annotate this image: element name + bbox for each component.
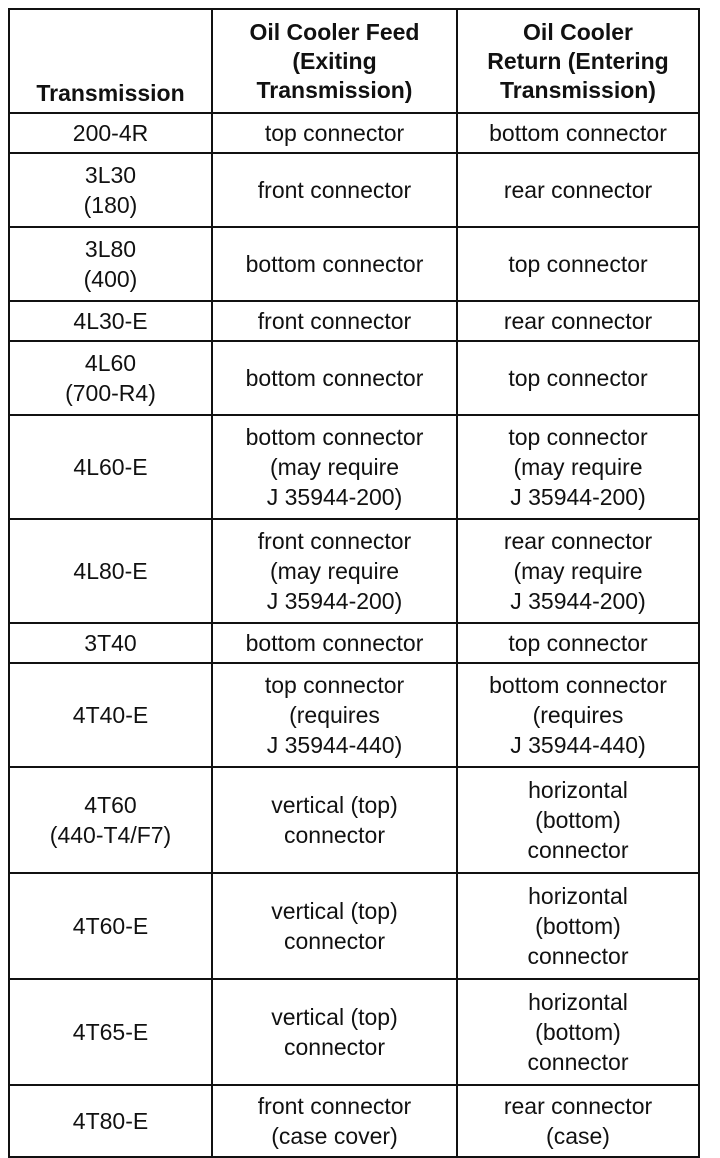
transmission-cell: 4T60-E (9, 873, 212, 979)
feed-cell: front connector (may require J 35944-200) (212, 519, 457, 623)
table-row (9, 663, 699, 767)
transmission-cell: 4T60 (440-T4/F7) (9, 767, 212, 873)
transmission-cell: 3L30 (180) (9, 153, 212, 227)
feed-cell: front connector (212, 153, 457, 227)
feed-cell: front connector (212, 301, 457, 341)
return-cell: top connector (457, 227, 699, 301)
transmission-cell: 3T40 (9, 623, 212, 663)
oil-cooler-connection-table-sheet (8, 8, 698, 1148)
transmission-cell: 4L60-E (9, 415, 212, 519)
feed-cell: bottom connector (212, 341, 457, 415)
feed-cell: vertical (top) connector (212, 767, 457, 873)
return-cell: bottom connector (requires J 35944-440) (457, 663, 699, 767)
table-row (9, 301, 699, 341)
transmission-cell: 4T40-E (9, 663, 212, 767)
return-cell: horizontal (bottom) connector (457, 979, 699, 1085)
table-row (9, 1085, 699, 1157)
feed-cell: top connector (212, 113, 457, 153)
return-cell: top connector (457, 623, 699, 663)
oil-cooler-connection-table (8, 8, 700, 1158)
return-cell: rear connector (case) (457, 1085, 699, 1157)
table-row (9, 519, 699, 623)
transmission-cell: 3L80 (400) (9, 227, 212, 301)
table-row (9, 979, 699, 1085)
transmission-cell: 4T80-E (9, 1085, 212, 1157)
header-oil-cooler-return: Oil Cooler Return (Entering Transmission) (457, 9, 699, 113)
transmission-cell: 200-4R (9, 113, 212, 153)
return-cell: top connector (457, 341, 699, 415)
feed-cell: bottom connector (212, 227, 457, 301)
transmission-cell: 4L60 (700-R4) (9, 341, 212, 415)
return-cell: bottom connector (457, 113, 699, 153)
table-header-row (9, 9, 699, 113)
feed-cell: top connector (requires J 35944-440) (212, 663, 457, 767)
return-cell: rear connector (may require J 35944-200) (457, 519, 699, 623)
table-row (9, 341, 699, 415)
return-cell: horizontal (bottom) connector (457, 873, 699, 979)
table-row (9, 873, 699, 979)
table-row (9, 113, 699, 153)
return-cell: horizontal (bottom) connector (457, 767, 699, 873)
table-row (9, 623, 699, 663)
return-cell: rear connector (457, 301, 699, 341)
table-row (9, 153, 699, 227)
transmission-cell: 4L80-E (9, 519, 212, 623)
return-cell: rear connector (457, 153, 699, 227)
feed-cell: bottom connector (212, 623, 457, 663)
return-cell: top connector (may require J 35944-200) (457, 415, 699, 519)
table-row (9, 415, 699, 519)
feed-cell: vertical (top) connector (212, 873, 457, 979)
feed-cell: front connector (case cover) (212, 1085, 457, 1157)
transmission-cell: 4T65-E (9, 979, 212, 1085)
transmission-cell: 4L30-E (9, 301, 212, 341)
header-transmission: Transmission (9, 9, 212, 113)
table-row (9, 227, 699, 301)
feed-cell: bottom connector (may require J 35944-200) (212, 415, 457, 519)
header-oil-cooler-feed: Oil Cooler Feed (Exiting Transmission) (212, 9, 457, 113)
feed-cell: vertical (top) connector (212, 979, 457, 1085)
table-row (9, 767, 699, 873)
